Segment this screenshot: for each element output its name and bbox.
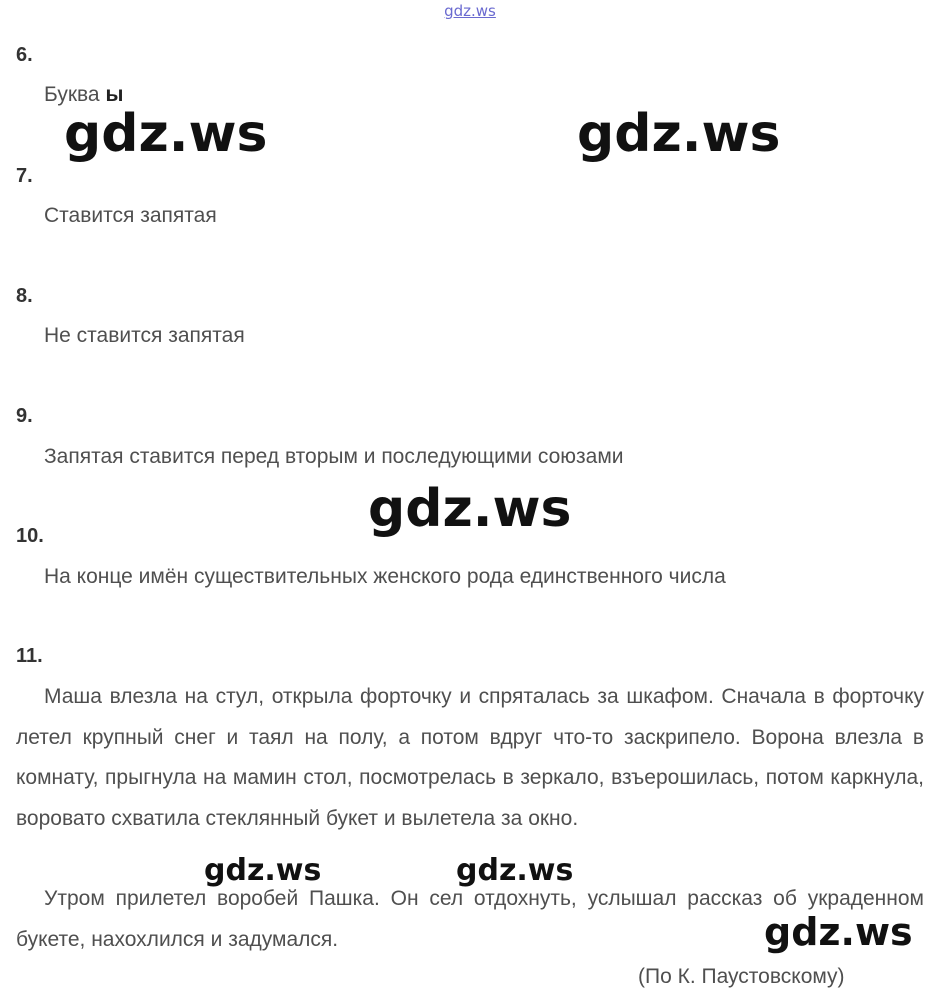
answer-6-letter: ы [105, 83, 124, 106]
watermark: gdz.ws [456, 853, 574, 888]
item-answer-9: Запятая ставится перед вторым и последующими союзами [44, 445, 624, 468]
item-number-7: 7. [16, 165, 33, 187]
item-number-10: 10. [16, 525, 44, 547]
item-number-9: 9. [16, 405, 33, 427]
item-answer-7: Ставится запятая [44, 204, 217, 227]
passage-source: (По К. Паустовскому) [638, 965, 845, 988]
watermark: gdz.ws [64, 104, 268, 164]
watermark: gdz.ws [577, 104, 781, 164]
watermark: gdz.ws [204, 853, 322, 888]
site-mark[interactable]: gdz.ws [444, 2, 496, 20]
item-answer-8: Не ставится запятая [44, 324, 245, 347]
item-number-11: 11. [16, 645, 43, 667]
passage-paragraph-2: Утром прилетел воробей Пашка. Он сел отдохнуть, услышал рассказ об украденном букете, нахохлился и задумался. [16, 887, 924, 951]
watermark: gdz.ws [368, 479, 572, 539]
item-number-8: 8. [16, 285, 33, 307]
passage-paragraph-1: Маша влезла на стул, открыла форточку и спряталась за шкафом. Сначала в форточку летел крупный снег и таял на полу, а потом вдруг что-то заскрипело. Ворона влезла в комнату, прыгнула на мамин стол, посмотрелась в зеркало, взъерошилась, потом каркнула, вороватo схватила стеклянный букет и вылетела за окно. [16, 685, 924, 830]
item-answer-10: На конце имён существительных женского рода единственного числа [44, 565, 726, 588]
item-number-6: 6. [16, 44, 33, 66]
answer-6-prefix: Буква [44, 83, 106, 106]
watermark: gdz.ws [764, 910, 913, 954]
